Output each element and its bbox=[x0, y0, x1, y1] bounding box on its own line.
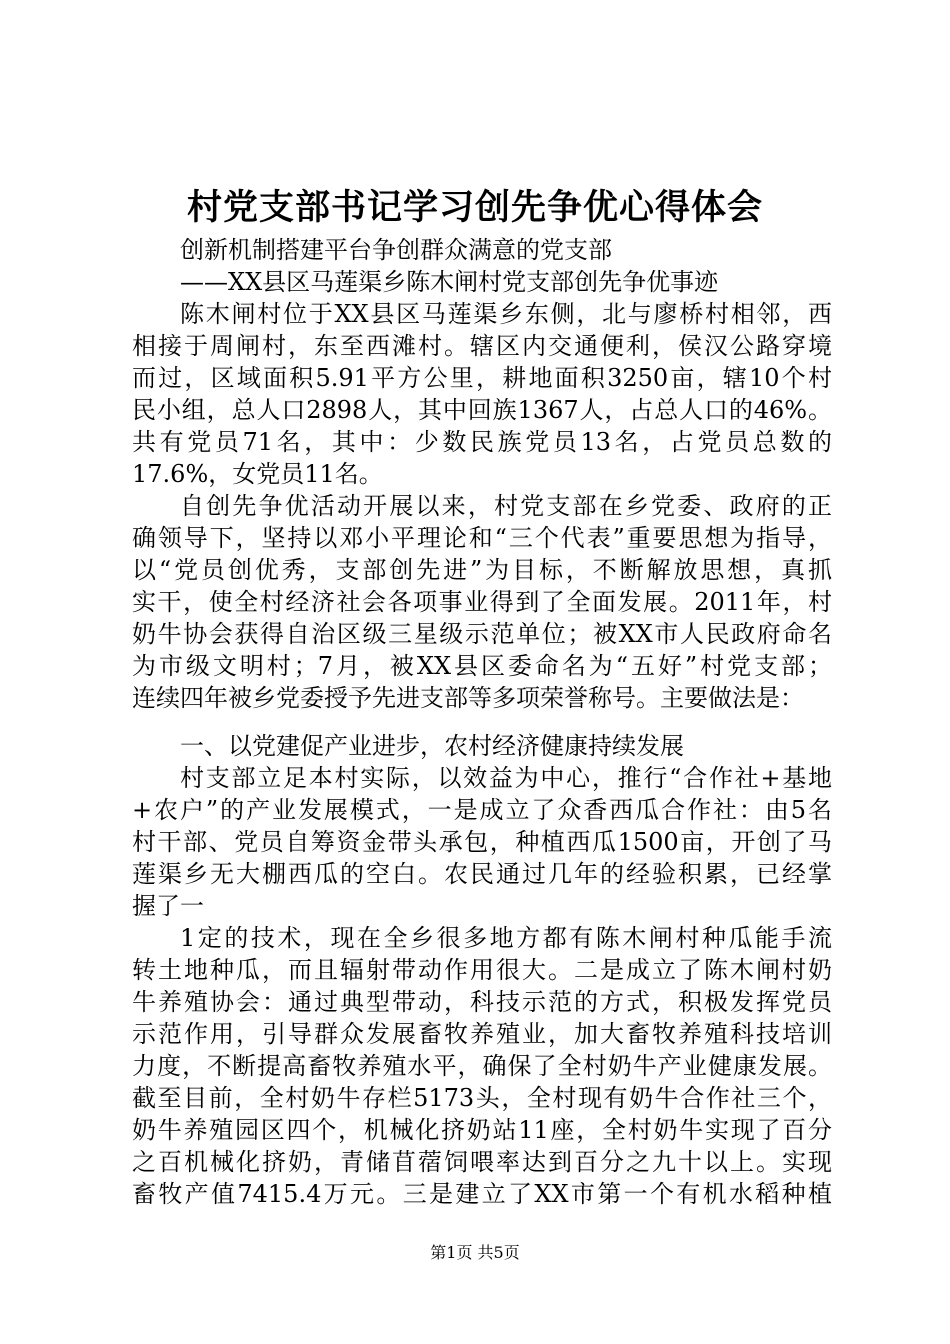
paragraph-line: 相接于周闸村，东至西滩村。辖区内交通便利，侯汉公路穿境 bbox=[132, 332, 832, 360]
subtitle-line: 创新机制搭建平台争创群众满意的党支部 bbox=[180, 236, 612, 264]
paragraph-line: 17.6%，女党员11名。 bbox=[132, 460, 383, 488]
paragraph-line: 转土地种瓜，而且辐射带动作用很大。二是成立了陈木闸村奶 bbox=[132, 956, 832, 984]
document-title: 村党支部书记学习创先争优心得体会 bbox=[186, 187, 763, 228]
paragraph-line: 自创先争优活动开展以来，村党支部在乡党委、政府的正 bbox=[180, 492, 832, 520]
paragraph-line: 民小组，总人口2898人，其中回族1367人，占总人口的46%。 bbox=[132, 396, 832, 424]
paragraph-line: 奶牛协会获得自治区级三星级示范单位；被XX市人民政府命名 bbox=[132, 620, 832, 648]
section-heading: 一、以党建促产业进步，农村经济健康持续发展 bbox=[180, 732, 684, 760]
paragraph-line: 共有党员71名，其中：少数民族党员13名，占党员总数的 bbox=[132, 428, 832, 456]
paragraph-line: 莲渠乡无大棚西瓜的空白。农民通过几年的经验积累，已经掌 bbox=[132, 860, 832, 888]
paragraph-line: 握了一 bbox=[132, 892, 204, 920]
paragraph-line: 为市级文明村；7月，被XX县区委命名为“五好”村党支部； bbox=[132, 652, 832, 680]
paragraph-line: 实干，使全村经济社会各项事业得到了全面发展。2011年，村 bbox=[132, 588, 832, 616]
paragraph-line: 村干部、党员自筹资金带头承包，种植西瓜1500亩，开创了马 bbox=[132, 828, 832, 856]
paragraph-line: 奶牛养殖园区四个，机械化挤奶站11座，全村奶牛实现了百分 bbox=[132, 1116, 832, 1144]
paragraph-line: 力度，不断提高畜牧养殖水平，确保了全村奶牛产业健康发展。 bbox=[132, 1052, 832, 1080]
page-footer: 第1页 共5页 bbox=[430, 1243, 520, 1262]
paragraph-line: 连续四年被乡党委授予先进支部等多项荣誉称号。主要做法是： bbox=[132, 684, 804, 712]
paragraph-line: 而过，区域面积5.91平方公里，耕地面积3250亩，辖10个村 bbox=[132, 364, 832, 392]
paragraph-line: 之百机械化挤奶，青储苜蓿饲喂率达到百分之九十以上。实现 bbox=[132, 1148, 832, 1176]
paragraph-line: +农户”的产业发展模式，一是成立了众香西瓜合作社：由5名 bbox=[132, 796, 832, 824]
paragraph-line: 示范作用，引导群众发展畜牧养殖业，加大畜牧养殖科技培训 bbox=[132, 1020, 832, 1048]
paragraph-line: 1定的技术，现在全乡很多地方都有陈木闸村种瓜能手流 bbox=[180, 924, 832, 952]
paragraph-line: 牛养殖协会：通过典型带动，科技示范的方式，积极发挥党员 bbox=[132, 988, 832, 1016]
paragraph-line: 畜牧产值7415.4万元。三是建立了XX市第一个有机水稻种植 bbox=[132, 1180, 832, 1208]
paragraph-line: 确领导下，坚持以邓小平理论和“三个代表”重要思想为指导， bbox=[132, 524, 832, 552]
paragraph-line: 村支部立足本村实际，以效益为中心，推行“合作社+基地 bbox=[180, 764, 832, 792]
paragraph-line: 以“党员创优秀，支部创先进”为目标，不断解放思想，真抓 bbox=[132, 556, 832, 584]
paragraph-line: 陈木闸村位于XX县区马莲渠乡东侧，北与廖桥村相邻，西 bbox=[180, 300, 832, 328]
paragraph-line: 截至目前，全村奶牛存栏5173头，全村现有奶牛合作社三个， bbox=[132, 1084, 832, 1112]
subtitle-line-2: ——XX县区马莲渠乡陈木闸村党支部创先争优事迹 bbox=[180, 268, 719, 296]
